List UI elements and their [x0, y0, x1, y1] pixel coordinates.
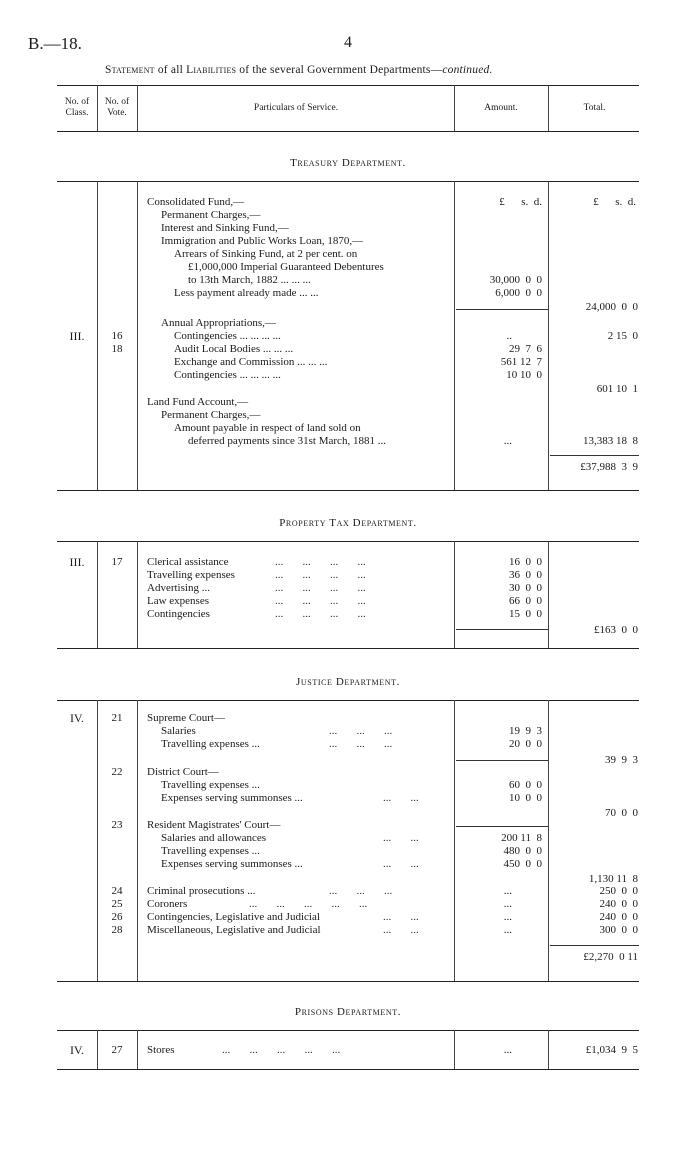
particular-line: Amount payable in respect of land sold on [174, 422, 361, 434]
document-reference: B.—18. [28, 34, 82, 53]
particular-line: Coroners [147, 898, 188, 910]
amount-value: 30,000 0 0 [489, 274, 542, 286]
rule [57, 648, 639, 649]
column-divider [454, 181, 455, 490]
title-text-2: of the several Government Departments— [236, 64, 443, 76]
total-currency-head: £ s. d. [593, 196, 636, 208]
column-divider [137, 541, 138, 648]
grand-total: £2,270 0 11 [583, 951, 638, 963]
amount-value: 66 0 0 [509, 595, 542, 607]
title-liabilities: Liabilities [186, 64, 237, 76]
column-divider [97, 541, 98, 648]
particular-line: Expenses serving summonses ... [161, 858, 303, 870]
leader-dots: ... ... ... ... ... [249, 898, 368, 910]
rule [57, 85, 639, 86]
rule [57, 131, 639, 132]
particular-line: Audit Local Bodies ... ... ... [174, 343, 294, 355]
particular-line: Contingencies, Legislative and Judicial [147, 911, 320, 923]
particular-line: Miscellaneous, Legislative and Judicial [147, 924, 321, 936]
column-divider [454, 541, 455, 648]
amount-value: 15 0 0 [509, 608, 542, 620]
leader-dots: ... ... ... ... [275, 556, 366, 568]
column-divider [548, 700, 549, 981]
column-header-total: Total. [583, 103, 606, 113]
leader-dots: ... ... [383, 924, 419, 936]
prisons-heading: Prisons Department. [294, 1006, 402, 1018]
rule [57, 1069, 639, 1070]
leader-dots: ... ... ... ... ... [222, 1044, 341, 1056]
leader-dots: ... ... [383, 792, 419, 804]
rule [57, 1030, 639, 1031]
class-number: IV. [69, 711, 85, 725]
statement-title [105, 64, 493, 76]
total-value: 1,130 11 8 [588, 873, 638, 885]
amount-value: .. [506, 330, 512, 342]
total-value: 250 0 0 [599, 885, 638, 897]
subtotal-rule [456, 629, 548, 630]
particular-line: £1,000,000 Imperial Guaranteed Debentures [188, 261, 384, 273]
vote-number: 28 [111, 924, 123, 936]
vote-number: 21 [111, 712, 123, 724]
amount-value: 480 0 0 [503, 845, 542, 857]
total-value: 300 0 0 [599, 924, 638, 936]
particular-line: Land Fund Account,— [147, 396, 249, 408]
column-divider [137, 700, 138, 981]
particular-line: Arrears of Sinking Fund, at 2 per cent. on [174, 248, 358, 260]
rule [57, 700, 639, 701]
vote-number: 18 [111, 343, 123, 355]
leader-dots: ... ... [383, 911, 419, 923]
amount-value: ... [503, 885, 512, 897]
vote-number: 27 [111, 1044, 123, 1056]
column-divider [548, 85, 549, 131]
subtotal-rule [456, 760, 548, 761]
leader-dots: ... ... ... ... [275, 595, 366, 607]
leader-dots: ... ... ... ... [275, 582, 366, 594]
leader-dots: ... ... ... [329, 725, 393, 737]
amount-value: 30 0 0 [509, 582, 542, 594]
particular-line: Permanent Charges,— [161, 209, 261, 221]
page-number: 4 [344, 34, 352, 51]
column-divider [548, 181, 549, 490]
amount-value: ... [503, 924, 512, 936]
particular-line: Clerical assistance [147, 556, 229, 568]
particular-line: to 13th March, 1882 ... ... ... [188, 274, 311, 286]
column-header-vote: No. of Vote. [104, 97, 130, 118]
amount-value: 60 0 0 [509, 779, 542, 791]
vote-number: 16 [111, 330, 123, 342]
particular-line: Travelling expenses [147, 569, 235, 581]
column-divider [137, 1030, 138, 1069]
particular-line: Exchange and Commission ... ... ... [174, 356, 328, 368]
total-value: 39 9 3 [605, 754, 638, 766]
rule [57, 490, 639, 491]
subtotal-rule [550, 945, 639, 946]
particular-line: Travelling expenses ... [161, 738, 260, 750]
class-number: III. [69, 555, 85, 569]
treasury-heading: Treasury Department. [290, 157, 406, 169]
amount-value: ... [503, 911, 512, 923]
rule [57, 181, 639, 182]
column-divider [97, 181, 98, 490]
vote-number: 24 [111, 885, 123, 897]
column-header-amount: Amount. [484, 103, 518, 113]
title-continued: continued. [442, 64, 493, 76]
leader-dots: ... ... ... ... [275, 608, 366, 620]
amount-value: 561 12 7 [500, 356, 542, 368]
column-divider [548, 541, 549, 648]
particular-line: Advertising ... [147, 582, 210, 594]
amount-value: 29 7 6 [509, 343, 542, 355]
amount-value: 10 10 0 [506, 369, 542, 381]
title-lead: Statement [105, 64, 155, 76]
column-divider [454, 1030, 455, 1069]
amount-value: 19 9 3 [509, 725, 542, 737]
particular-line: deferred payments since 31st March, 1881 ... [188, 435, 386, 447]
column-header-class: No. of Class. [64, 97, 90, 118]
particular-line: Stores [147, 1044, 175, 1056]
total-value: 70 0 0 [605, 807, 638, 819]
particular-line: Criminal prosecutions ... [147, 885, 256, 897]
vote-number: 26 [111, 911, 123, 923]
particular-line: Expenses serving summonses ... [161, 792, 303, 804]
particular-line: Salaries and allowances [161, 832, 267, 844]
amount-value: 6,000 0 0 [495, 287, 542, 299]
leader-dots: ... ... ... [329, 885, 393, 897]
particular-line: Resident Magistrates' Court— [147, 819, 281, 831]
grand-total: £37,988 3 9 [580, 461, 638, 473]
rule [57, 541, 639, 542]
total-value: 24,000 0 0 [585, 301, 638, 313]
column-divider [137, 181, 138, 490]
justice-heading: Justice Department. [296, 676, 400, 688]
leader-dots: ... ... [383, 832, 419, 844]
grand-total: £1,034 9 5 [585, 1044, 638, 1056]
particular-line: Supreme Court— [147, 712, 225, 724]
property-tax-heading: Property Tax Department. [279, 517, 417, 529]
subtotal-rule [456, 826, 548, 827]
total-value: 240 0 0 [599, 898, 638, 910]
particular-line: Annual Appropriations,— [161, 317, 276, 329]
amount-value: 20 0 0 [509, 738, 542, 750]
amount-currency-head: £ s. d. [499, 196, 542, 208]
column-divider [97, 700, 98, 981]
rule [57, 981, 639, 982]
vote-number: 23 [111, 819, 123, 831]
subtotal-rule [456, 309, 548, 310]
particular-line: Contingencies ... ... ... ... [174, 369, 281, 381]
particular-line: Travelling expenses ... [161, 779, 260, 791]
particular-line: Immigration and Public Works Loan, 1870,— [161, 235, 364, 247]
vote-number: 22 [111, 766, 123, 778]
column-header-particulars: Particulars of Service. [253, 103, 339, 113]
amount-value: 450 0 0 [503, 858, 542, 870]
title-text-1: of all [154, 64, 187, 76]
particular-line: Contingencies ... ... ... ... [174, 330, 281, 342]
column-divider [454, 85, 455, 131]
total-value: 240 0 0 [599, 911, 638, 923]
particular-line: Salaries [161, 725, 196, 737]
leader-dots: ... ... ... ... [275, 569, 366, 581]
amount-value: 10 0 0 [509, 792, 542, 804]
column-divider [97, 1030, 98, 1069]
amount-value: 36 0 0 [509, 569, 542, 581]
class-number: IV. [69, 1043, 85, 1057]
particular-line: Contingencies [147, 608, 210, 620]
particular-line: Less payment already made ... ... [174, 287, 319, 299]
amount-value: 200 11 8 [501, 832, 542, 844]
column-divider [97, 85, 98, 131]
leader-dots: ... ... ... [329, 738, 393, 750]
particular-line: Travelling expenses ... [161, 845, 260, 857]
leader-dots: ... ... [383, 858, 419, 870]
amount-value: ... [503, 435, 512, 447]
total-value: 601 10 1 [596, 383, 638, 395]
total-value: 13,383 18 8 [583, 435, 638, 447]
particular-line: Law expenses [147, 595, 210, 607]
vote-number: 17 [111, 556, 123, 568]
particular-line: Consolidated Fund,— [147, 196, 245, 208]
particular-line: District Court— [147, 766, 219, 778]
grand-total: £163 0 0 [594, 624, 638, 636]
subtotal-rule [550, 455, 639, 456]
column-divider [454, 700, 455, 981]
column-divider [548, 1030, 549, 1069]
particular-line: Interest and Sinking Fund,— [161, 222, 289, 234]
column-divider [137, 85, 138, 131]
vote-number: 25 [111, 898, 123, 910]
amount-value: ... [503, 898, 512, 910]
total-value: 2 15 0 [607, 330, 638, 342]
class-number: III. [69, 329, 85, 343]
particular-line: Permanent Charges,— [161, 409, 261, 421]
amount-value: 16 0 0 [509, 556, 542, 568]
amount-value: ... [503, 1044, 512, 1056]
